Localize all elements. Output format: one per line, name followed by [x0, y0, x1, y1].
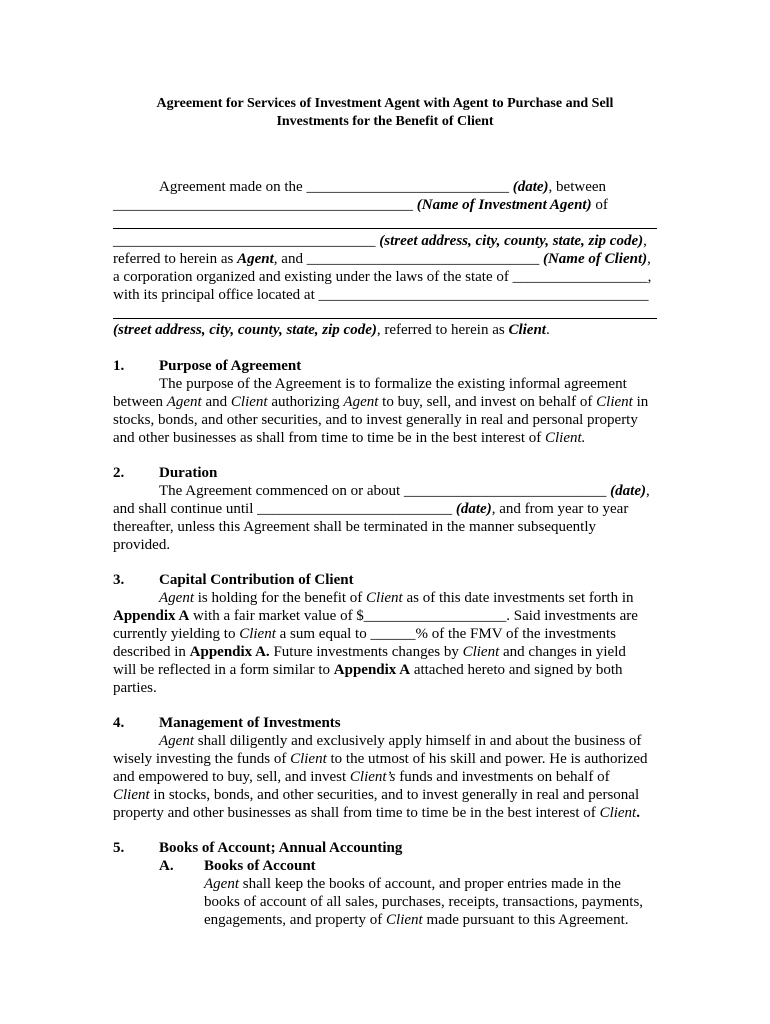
section-2-line-4: provided.	[113, 537, 171, 553]
section-5a-line-3: engagements, and property of Client made pursuant to this Agreement.	[204, 912, 629, 928]
document-title-line-1: Agreement for Services of Investment Agent with Agent to Purchase and Sell	[156, 96, 614, 111]
section-2-number: 2.	[113, 465, 125, 481]
intro-line-4: referred to herein as Agent, and _______________________________ (Name of Client),	[113, 251, 651, 267]
intro-line-6: with its principal office located at ____________________________________________	[113, 287, 649, 303]
section-3-line-6: parties.	[113, 680, 157, 696]
section-1-line-3: stocks, bonds, and other securities, and to invest generally in real and personal property	[113, 412, 638, 428]
document-title-line-2: Investments for the Benefit of Client	[276, 114, 494, 129]
section-3-line-5: will be reflected in a form similar to Appendix A attached hereto and signed by both	[113, 662, 623, 678]
blank-line	[113, 228, 657, 229]
section-1-number: 1.	[113, 358, 125, 374]
section-3-number: 3.	[113, 572, 125, 588]
section-1-heading: Purpose of Agreement	[159, 358, 302, 374]
section-4-line-3: and empowered to buy, sell, and invest Client’s funds and investments on behalf of	[113, 769, 610, 785]
section-2-heading: Duration	[159, 465, 218, 481]
section-1-line-1: The purpose of the Agreement is to formalize the existing informal agreement	[159, 376, 627, 392]
section-5-heading: Books of Account; Annual Accounting	[159, 840, 403, 856]
section-3-line-4: described in Appendix A. Future investments changes by Client and changes in yield	[113, 644, 626, 660]
section-5a-line-1: Agent shall keep the books of account, and proper entries made in the	[204, 876, 621, 892]
blank-line	[113, 318, 657, 319]
section-4-number: 4.	[113, 715, 125, 731]
section-4-line-4: Client in stocks, bonds, and other securities, and to invest generally in real and personal	[113, 787, 640, 803]
section-5a-number: A.	[159, 858, 174, 874]
section-3-heading: Capital Contribution of Client	[159, 572, 354, 588]
intro-line-1: Agreement made on the ___________________________ (date), between	[159, 179, 607, 195]
intro-line-2: ________________________________________ (Name of Investment Agent) of	[113, 197, 608, 213]
section-4-heading: Management of Investments	[159, 715, 341, 731]
section-5a-heading: Books of Account	[204, 858, 316, 874]
section-3-line-2: Appendix A with a fair market value of $___________________. Said investments are	[113, 608, 638, 624]
section-3-line-1: Agent is holding for the benefit of Client as of this date investments set forth in	[159, 590, 634, 606]
intro-line-5: a corporation organized and existing under the laws of the state of __________________,	[113, 269, 652, 285]
section-4-line-5: property and other businesses as shall from time to time be in the best interest of Client.	[113, 805, 640, 821]
section-3-line-3: currently yielding to Client a sum equal to ______% of the FMV of the investments	[113, 626, 616, 642]
section-5-number: 5.	[113, 840, 125, 856]
section-2-line-2: and shall continue until __________________________ (date), and from year to year	[113, 501, 629, 517]
section-4-line-1: Agent shall diligently and exclusively apply himself in and about the business of	[159, 733, 642, 749]
section-2-line-1: The Agreement commenced on or about ___________________________ (date),	[159, 483, 650, 499]
section-5a-line-2: books of account of all sales, purchases, receipts, transactions, payments,	[204, 894, 644, 910]
section-4-line-2: wisely investing the funds of Client to the utmost of his skill and power. He is authorized	[113, 751, 648, 767]
intro-line-7: (street address, city, county, state, zip code), referred to herein as Client.	[113, 322, 550, 338]
section-1-line-2: between Agent and Client authorizing Agent to buy, sell, and invest on behalf of Client in	[113, 394, 649, 410]
section-2-line-3: thereafter, unless this Agreement shall be terminated in the manner subsequently	[113, 519, 597, 535]
section-1-line-4: and other businesses as shall from time to time be in the best interest of Client.	[113, 430, 586, 446]
intro-line-3: ___________________________________ (street address, city, county, state, zip code),	[113, 233, 647, 249]
